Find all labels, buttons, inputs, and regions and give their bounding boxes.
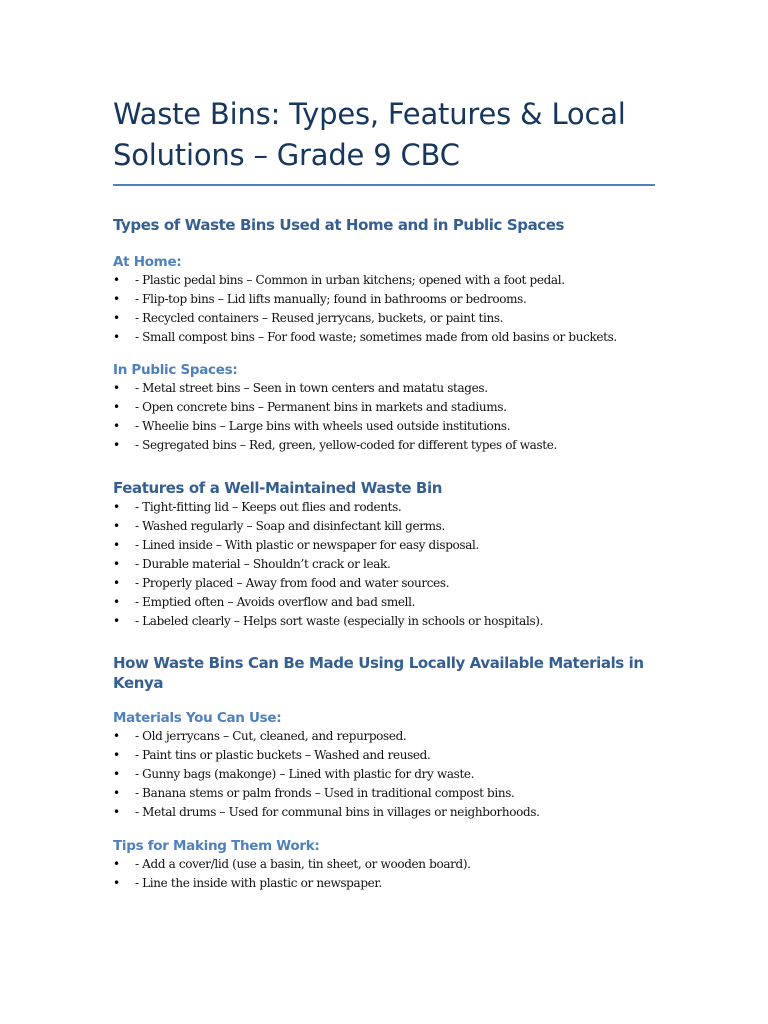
list-item [113, 328, 658, 347]
list-item [113, 536, 658, 555]
list-item-text: - Segregated bins – Red, green, yellow-coded for different types of waste. [135, 438, 557, 452]
list-item-text: - Gunny bags (makonge) – Lined with plastic for dry waste. [135, 767, 475, 781]
list-item-text: - Washed regularly – Soap and disinfectant kill germs. [135, 519, 445, 533]
list-item [113, 746, 658, 765]
list-item [113, 855, 658, 874]
list-item-text: - Paint tins or plastic buckets – Washed and reused. [135, 748, 431, 762]
title-underline [113, 184, 655, 186]
bullet-icon: • [113, 438, 120, 452]
bullet-icon: • [113, 419, 120, 433]
list-item [113, 517, 658, 536]
list-item-text: - Properly placed – Away from food and water sources. [135, 576, 450, 590]
list-item [113, 309, 658, 328]
list-item [113, 290, 658, 309]
list-item-text: - Plastic pedal bins – Common in urban kitchens; opened with a foot pedal. [135, 273, 565, 287]
list-item [113, 271, 658, 290]
at-home-list [113, 271, 658, 347]
heading-local-materials: How Waste Bins Can Be Made Using Locally Available Materials in Kenya [113, 654, 644, 692]
list-item [113, 765, 658, 784]
bullet-icon: • [113, 273, 120, 287]
list-item [113, 555, 658, 574]
list-item-text: - Metal drums – Used for communal bins in villages or neighborhoods. [135, 805, 540, 819]
document-body [113, 94, 658, 893]
public-spaces-list [113, 379, 658, 455]
list-item-text: - Small compost bins – For food waste; sometimes made from old basins or buckets. [135, 330, 617, 344]
list-item-text: - Flip-top bins – Lid lifts manually; found in bathrooms or bedrooms. [135, 292, 527, 306]
list-item-text: - Open concrete bins – Permanent bins in markets and stadiums. [135, 400, 507, 414]
document-title: Waste Bins: Types, Features & Local Solutions – Grade 9 CBC [113, 97, 626, 172]
list-item [113, 593, 658, 612]
materials-list [113, 727, 658, 822]
list-item-text: - Durable material – Shouldn’t crack or leak. [135, 557, 391, 571]
list-item-text: - Banana stems or palm fronds – Used in traditional compost bins. [135, 786, 515, 800]
list-item-text: - Labeled clearly – Helps sort waste (especially in schools or hospitals). [135, 614, 544, 628]
bullet-icon: • [113, 748, 120, 762]
list-item [113, 574, 658, 593]
bullet-icon: • [113, 400, 120, 414]
bullet-icon: • [113, 576, 120, 590]
bullet-icon: • [113, 311, 120, 325]
bullet-icon: • [113, 330, 120, 344]
subheading-tips: Tips for Making Them Work: [113, 838, 320, 854]
list-item-text: - Old jerrycans – Cut, cleaned, and repurposed. [135, 729, 407, 743]
list-item [113, 784, 658, 803]
list-item [113, 379, 658, 398]
list-item [113, 436, 658, 455]
bullet-icon: • [113, 500, 120, 514]
bullet-icon: • [113, 557, 120, 571]
tips-list [113, 855, 658, 893]
bullet-icon: • [113, 614, 120, 628]
list-item-text: - Emptied often – Avoids overflow and bad smell. [135, 595, 416, 609]
list-item-text: - Tight-fitting lid – Keeps out flies and rodents. [135, 500, 402, 514]
bullet-icon: • [113, 292, 120, 306]
list-item-text: - Recycled containers – Reused jerrycans, buckets, or paint tins. [135, 311, 504, 325]
heading-features: Features of a Well-Maintained Waste Bin [113, 479, 442, 497]
bullet-icon: • [113, 786, 120, 800]
list-item-text: - Line the inside with plastic or newspaper. [135, 876, 382, 890]
bullet-icon: • [113, 805, 120, 819]
list-item [113, 612, 658, 631]
bullet-icon: • [113, 519, 120, 533]
bullet-icon: • [113, 729, 120, 743]
bullet-icon: • [113, 876, 120, 890]
features-list [113, 498, 658, 631]
list-item-text: - Add a cover/lid (use a basin, tin sheet, or wooden board). [135, 857, 471, 871]
heading-types-of-waste-bins: Types of Waste Bins Used at Home and in Public Spaces [113, 216, 565, 234]
bullet-icon: • [113, 538, 120, 552]
list-item-text: - Metal street bins – Seen in town centers and matatu stages. [135, 381, 488, 395]
subheading-materials: Materials You Can Use: [113, 710, 282, 726]
bullet-icon: • [113, 595, 120, 609]
list-item [113, 417, 658, 436]
bullet-icon: • [113, 857, 120, 871]
list-item [113, 498, 658, 517]
subheading-at-home: At Home: [113, 254, 182, 270]
list-item [113, 398, 658, 417]
bullet-icon: • [113, 381, 120, 395]
list-item-text: - Wheelie bins – Large bins with wheels used outside institutions. [135, 419, 511, 433]
list-item [113, 727, 658, 746]
subheading-in-public-spaces: In Public Spaces: [113, 362, 238, 378]
list-item [113, 874, 658, 893]
bullet-icon: • [113, 767, 120, 781]
list-item-text: - Lined inside – With plastic or newspaper for easy disposal. [135, 538, 479, 552]
list-item [113, 803, 658, 822]
